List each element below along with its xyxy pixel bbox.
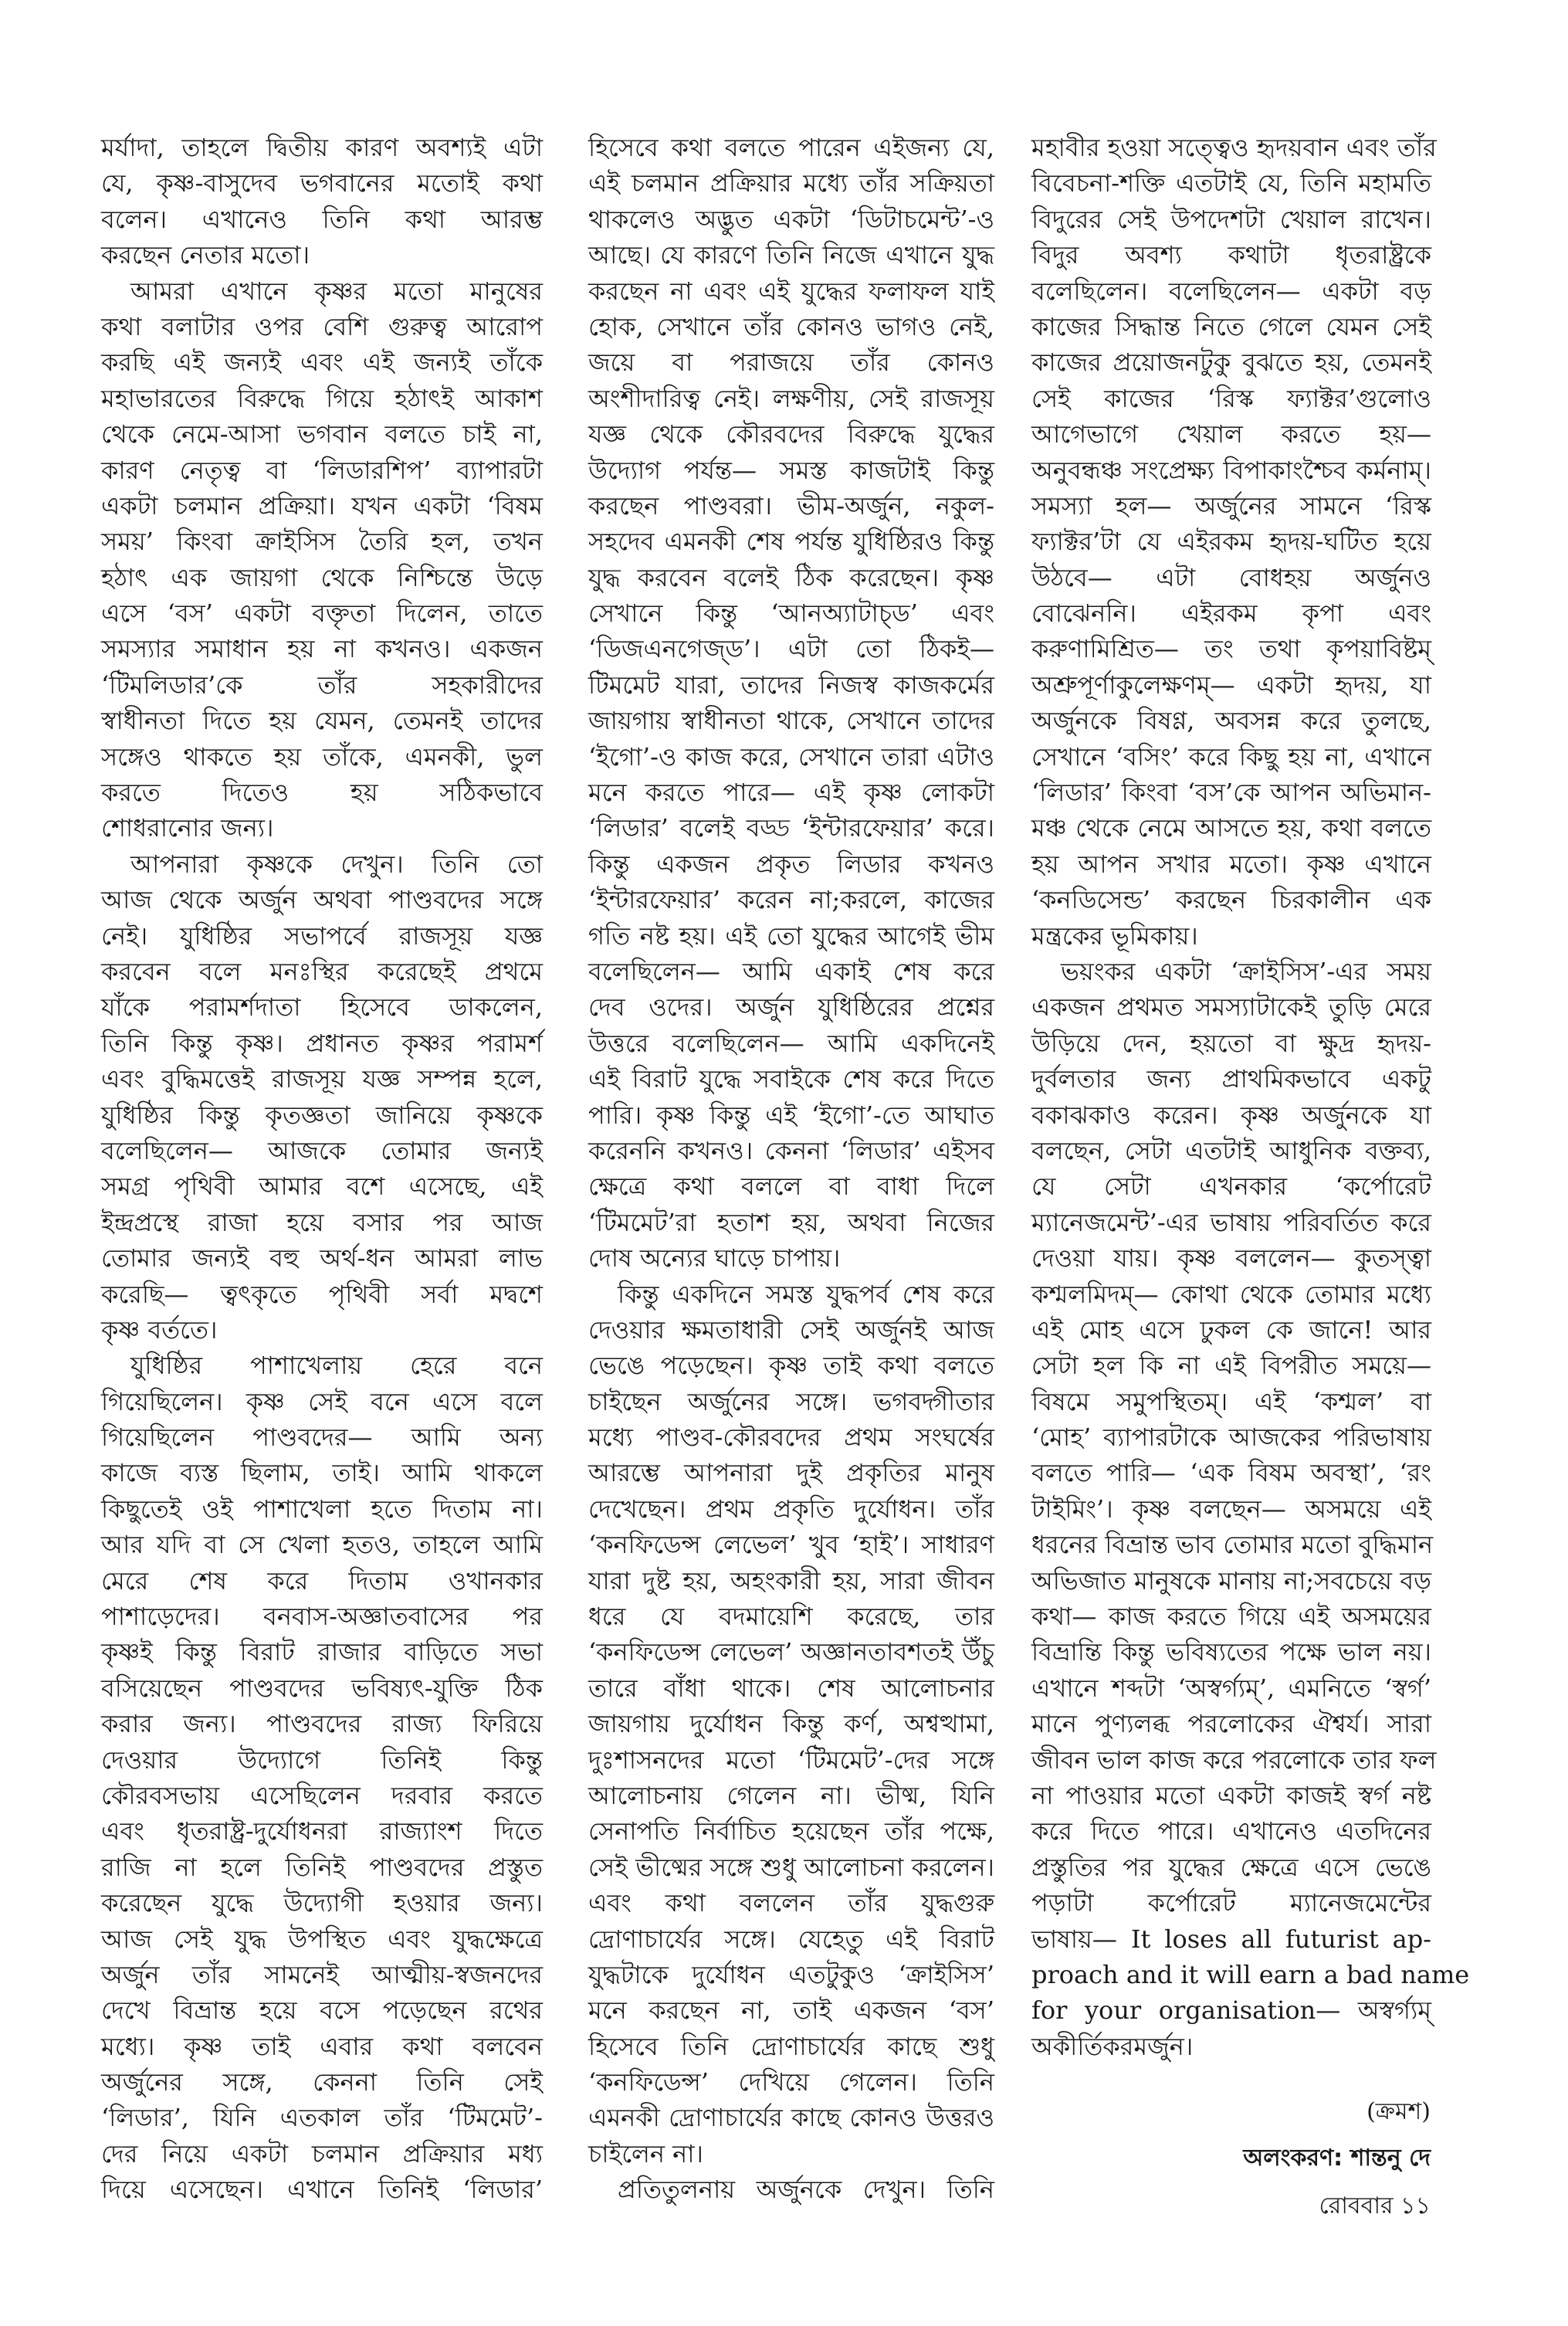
text-line: ‘কনডিসেন্ড’ করছেন চিরকালীন এক	[1031, 885, 1431, 915]
text-line: জীবন ভাল কাজ করে পরলোকে তার ফল	[1031, 1744, 1437, 1775]
text-line: যে, কৃষ্ণ-বাসুদেব ভগবানের মতোই কথা	[101, 168, 543, 198]
text-line: মঞ্চ থেকে নেমে আসতে হয়, কথা বলতে	[1031, 813, 1431, 843]
text-line: কাজের সিদ্ধান্ত নিতে গেলে যেমন সেই	[1031, 311, 1431, 341]
text-line: গিয়েছিলেন। কৃষ্ণ সেই বনে এসে বলে	[101, 1386, 543, 1416]
text-line: দেওয়ার উদ্যোগে তিনিই কিন্তু	[101, 1744, 543, 1775]
text-line: ইন্দ্রপ্রস্থে রাজা হয়ে বসার পর আজ	[101, 1207, 543, 1237]
text-line: যারা দুষ্ট হয়, অহংকারী হয়, সারা জীবন	[588, 1565, 994, 1595]
text-line: উদ্যোগ পর্যন্ত— সমস্ত কাজটাই কিন্তু	[588, 455, 994, 485]
illustration-credit: অলংকরণ: শান্তনু দে	[1243, 2145, 1431, 2172]
text-line: থেকে নেমে-আসা ভগবান বলতে চাই না,	[101, 419, 543, 449]
text-line: সেখানে ‘বসিং’ করে কিছু হয় না, এখানে	[1031, 741, 1431, 771]
text-line: ফ্যাক্টর’টা যে এইরকম হৃদয়-ঘটিত হয়ে	[1031, 527, 1431, 557]
text-line: পারি। কৃষ্ণ কিন্তু এই ‘ইগো’-তে আঘাত	[588, 1100, 994, 1130]
text-line: উড়িয়ে দেন, হয়তো বা ক্ষুদ্র হৃদয়-	[1031, 1028, 1431, 1058]
paragraph	[588, 130, 994, 1277]
text-line: যুধিষ্ঠির পাশাখেলায় হেরে বনে	[130, 1351, 543, 1381]
text-line: চাইলেন না।	[588, 2138, 703, 2168]
text-line: করে দিতে পারে। এখানেও এতদিনের	[1031, 1816, 1431, 1846]
paragraph	[101, 1348, 543, 2207]
text-line: আছে। যে কারণে তিনি নিজে এখানে যুদ্ধ	[588, 240, 994, 270]
article-column-1	[101, 130, 543, 2208]
text-line: যুদ্ধ করবেন বলেই ঠিক করেছেন। কৃষ্ণ	[588, 562, 994, 592]
text-line: বলেছিলেন— আজকে তোমার জন্যই	[101, 1135, 543, 1165]
text-line: সমস্যা হল— অর্জুনের সামনে ‘রিস্ক	[1031, 490, 1431, 520]
text-line: সেটা হল কি না এই বিপরীত সময়ে—	[1031, 1351, 1431, 1381]
text-line: করছেন পাণ্ডবরা। ভীম-অর্জুন, নকুল-	[588, 490, 994, 520]
text-line: কৃষ্ণ বর্ততে।	[101, 1314, 218, 1344]
text-line: সেই ভীষ্মের সঙ্গে শুধু আলোচনা করলেন।	[588, 1852, 994, 1882]
text-line: দোষ অন্যের ঘাড়ে চাপায়।	[588, 1243, 841, 1273]
text-line: মনে করতে পারে— এই কৃষ্ণ লোকটা	[588, 778, 994, 808]
text-line: হোক, সেখানে তাঁর কোনও ভাগও নেই,	[588, 311, 994, 341]
text-line: সেনাপতি নির্বাচিত হয়েছেন তাঁর পক্ষে,	[588, 1816, 994, 1846]
text-line: যে সেটা এখনকার ‘কর্পোরেট	[1031, 1171, 1431, 1202]
text-line: এমনকী দ্রোণাচার্যের কাছে কোনও উত্তরও	[588, 2103, 994, 2133]
text-line: এই বিরাট যুদ্ধে সবাইকে শেষ করে দিতে	[588, 1064, 994, 1094]
text-line: মধ্যে পাণ্ডব-কৌরবদের প্রথম সংঘর্ষের	[588, 1422, 994, 1453]
text-line: সেই কাজের ‘রিস্ক ফ্যাক্টর’গুলোও	[1031, 383, 1431, 413]
text-line: দেওয়ার ক্ষমতাধারী সেই অর্জুনই আজ	[588, 1314, 994, 1344]
text-line: কাজের প্রয়োজনটুকু বুঝতে হয়, তেমনই	[1031, 348, 1431, 378]
text-line: ‘লিডার’ বলেই বড্ড ‘ইন্টারফেয়ার’ করে।	[588, 813, 994, 843]
text-line: এখানে শব্দটা ‘অস্বর্গ্যম্’, এমনিতে ‘স্বর্গ’	[1031, 1673, 1431, 1703]
text-line: ধরনের বিভ্রান্ত ভাব তোমার মতো বুদ্ধিমান	[1031, 1530, 1434, 1560]
text-line: বিবেচনা-শক্তি এতটাই যে, তিনি মহামতি	[1031, 168, 1431, 198]
text-line: proach and it will earn a bad name	[1031, 1959, 1470, 1989]
text-line: কৃষ্ণই কিন্তু বিরাট রাজার বাড়িতে সভা	[101, 1637, 543, 1667]
text-line: প্রস্তুতির পর যুদ্ধের ক্ষেত্রে এসে ভেঙে	[1031, 1852, 1431, 1882]
text-line: দেখে বিভ্রান্ত হয়ে বসে পড়েছেন রথের	[101, 1995, 543, 2026]
text-line: করছি এই জন্যই এবং এই জন্যই তাঁকে	[101, 348, 543, 378]
text-line: ‘ডিজএনগেজ্‌ড’। এটা তো ঠিকই—	[588, 634, 994, 664]
text-line: বসিয়েছেন পাণ্ডবদের ভবিষ্যৎ-যুক্তি ঠিক	[101, 1673, 543, 1703]
paragraph	[1031, 954, 1470, 2064]
text-line: দুর্বলতার জন্য প্রাথমিকভাবে একটু	[1031, 1064, 1431, 1094]
text-line: কিন্তু একদিনে সমস্ত যুদ্ধপর্ব শেষ করে	[618, 1279, 994, 1309]
text-line: সময়’ কিংবা ক্রাইসিস তৈরি হল, তখন	[101, 527, 543, 557]
text-line: আরম্ভে আপনারা দুই প্রকৃতির মানুষ	[588, 1458, 994, 1488]
text-line: দেব ওদের। অর্জুন যুধিষ্ঠিরের প্রশ্নের	[588, 992, 994, 1022]
text-line: বিষমে সমুপস্থিতম্। এই ‘কশ্মল’ বা	[1031, 1386, 1431, 1416]
text-line: মধ্যে। কৃষ্ণ তাই এবার কথা বলবেন	[101, 2031, 543, 2061]
text-line: ভাষায়— It loses all futurist ap-	[1031, 1924, 1431, 1954]
text-line: জায়গায় স্বাধীনতা থাকে, সেখানে তাদের	[588, 706, 994, 736]
text-line: এবং বুদ্ধিমত্তেই রাজসূয় যজ্ঞ সম্পন্ন হলে,	[101, 1064, 543, 1094]
text-line: পাশাড়েদের। বনবাস-অজ্ঞাতবাসের পর	[101, 1602, 543, 1632]
text-line: অশ্রুপূর্ণাকুলেক্ষণম্— একটা হৃদয়, যা	[1031, 670, 1431, 700]
text-line: যাঁকে পরামর্শদাতা হিসেবে ডাকলেন,	[101, 992, 543, 1022]
text-line: হিসেবে কথা বলতে পারেন এইজন্য যে,	[588, 133, 994, 162]
text-line: এবং কথা বললেন তাঁর যুদ্ধগুরু	[588, 1888, 994, 1918]
text-line: আর যদি বা সে খেলা হতও, তাহলে আমি	[101, 1530, 543, 1560]
text-line: ‘মোহ’ ব্যাপারটাকে আজকের পরিভাষায়	[1031, 1422, 1431, 1453]
text-line: অংশীদারিত্ব নেই। লক্ষণীয়, সেই রাজসূয়	[588, 383, 994, 413]
text-line: সহদেব এমনকী শেষ পর্যন্ত যুধিষ্ঠিরও কিন্তু	[588, 527, 994, 557]
text-line: এবং ধৃতরাষ্ট্র-দুর্যোধনরা রাজ্যাংশ দিতে	[101, 1816, 543, 1846]
text-line: বলেন। এখানেও তিনি কথা আরম্ভ	[101, 204, 543, 234]
text-line: আজ থেকে অর্জুন অথবা পাণ্ডবদের সঙ্গে	[101, 885, 543, 915]
text-line: দেখেছেন। প্রথম প্রকৃতি দুর্যোধন। তাঁর	[588, 1494, 994, 1524]
text-line: করতে দিতেও হয় সঠিকভাবে	[101, 778, 543, 808]
text-line: বলেছিলেন। বলেছিলেন— একটা বড়	[1031, 276, 1431, 306]
text-line: সেখানে কিন্তু ‘আনঅ্যাটাচ্‌ড’ এবং	[588, 598, 994, 629]
text-line: রাজি না হলে তিনিই পাণ্ডবদের প্রস্তুত	[101, 1852, 543, 1882]
text-line: ভয়ংকর একটা ‘ক্রাইসিস’-এর সময়	[1061, 956, 1431, 986]
text-line: পড়াটা কর্পোরেট ম্যানেজমেন্টের	[1031, 1888, 1431, 1918]
text-line: করেছেন যুদ্ধে উদ্যোগী হওয়ার জন্য।	[101, 1888, 543, 1918]
text-line: আজ সেই যুদ্ধ উপস্থিত এবং যুদ্ধক্ষেত্রে	[101, 1924, 543, 1954]
text-line: অভিজাত মানুষকে মানায় না;সবচেয়ে বড়	[1031, 1565, 1431, 1595]
text-line: ‘টিমলিডার’কে তাঁর সহকারীদের	[101, 670, 543, 700]
text-line: ধরে যে বদমায়েশি করেছে, তার	[588, 1602, 994, 1632]
text-line: হঠাৎ এক জায়গা থেকে নিশ্চিন্তে উড়ে	[101, 562, 543, 592]
text-line: ম্যানেজমেন্ট’-এর ভাষায় পরিবর্তিত করে	[1031, 1207, 1431, 1237]
text-line: উত্তরে বলেছিলেন— আমি একদিনেই	[588, 1028, 994, 1058]
text-line: for your organisation— অস্বর্গ্যম্	[1031, 1995, 1431, 2026]
text-line: কৌরবসভায় এসেছিলেন দরবার করতে	[101, 1780, 543, 1810]
text-line: চাইছেন অর্জুনের সঙ্গে। ভগবদ্গীতার	[588, 1386, 994, 1416]
text-line: ক্ষেত্রে কথা বললে বা বাধা দিলে	[588, 1171, 994, 1202]
page-folio: রোববার ১১	[1319, 2192, 1431, 2219]
text-line: বলেছিলেন— আমি একাই শেষ করে	[588, 956, 994, 986]
text-line: অনুবন্ধঞ্চ সংপ্রেক্ষ্য বিপাকাংশ্চৈব কর্মনাম্।	[1031, 455, 1431, 485]
text-line: কথা— কাজ করতে গিয়ে এই অসময়ের	[1031, 1602, 1431, 1632]
text-line: মন্ত্রকের ভূমিকায়।	[1031, 921, 1198, 951]
text-line: আগেভাগে খেয়াল করতে হয়—	[1031, 419, 1431, 449]
text-line: করছেন না এবং এই যুদ্ধের ফলাফল যাই	[588, 276, 994, 306]
text-line: দেওয়া যায়। কৃষ্ণ বললেন— কুতস্ত্বা	[1031, 1243, 1431, 1273]
text-line: করবেন বলে মনঃস্থির করেছেই প্রথমে	[101, 956, 543, 986]
text-line: বোঝেননি। এইরকম কৃপা এবং	[1031, 598, 1431, 629]
text-line: করছেন নেতার মতো।	[101, 240, 310, 270]
text-line: আলোচনায় গেলেন না। ভীষ্ম, যিনি	[588, 1780, 994, 1810]
text-line: অকীর্তিকরমর্জুন।	[1031, 2031, 1194, 2061]
text-line: দ্রোণাচার্যের সঙ্গে। যেহেতু এই বিরাট	[588, 1924, 994, 1954]
text-line: এসে ‘বস’ একটা বক্তৃতা দিলেন, তাতে	[101, 598, 543, 629]
text-line: ‘লিডার’, যিনি এতকাল তাঁর ‘টিমমেট’-	[101, 2103, 543, 2133]
text-line: মহাভারতের বিরুদ্ধে গিয়ে হঠাৎই আকাশ	[101, 383, 543, 413]
text-line: কারণ নেতৃত্ব বা ‘লিডারশিপ’ ব্যাপারটা	[101, 455, 543, 485]
text-line: হয় আপন সখার মতো। কৃষ্ণ এখানে	[1031, 849, 1431, 879]
text-line: অর্জুন তাঁর সামনেই আত্মীয়-স্বজনদের	[101, 1959, 543, 1989]
text-line: তারে বাঁধা থাকে। শেষ আলোচনার	[588, 1673, 994, 1703]
text-line: না পাওয়ার মতো একটা কাজই স্বর্গ নষ্ট	[1031, 1780, 1431, 1810]
text-line: দুঃশাসনদের মতো ‘টিমমেট’-দের সঙ্গে	[588, 1744, 994, 1775]
text-line: বিভ্রান্তি কিন্তু ভবিষ্যতের পক্ষে ভাল নয়।	[1031, 1637, 1431, 1667]
text-line: টিমমেট যারা, তাদের নিজস্ব কাজকর্মের	[588, 670, 994, 700]
text-line: বলতে পারি— ‘এক বিষম অবস্থা’, ‘রং	[1031, 1458, 1431, 1488]
text-line: কশ্মলমিদম্— কোথা থেকে তোমার মধ্যে	[1031, 1279, 1431, 1309]
text-line: কিন্তু একজন প্রকৃত লিডার কখনও	[588, 849, 994, 879]
text-line: গিয়েছিলেন পাণ্ডবদের— আমি অন্য	[101, 1422, 543, 1453]
text-line: দিয়ে এসেছেন। এখানে তিনিই ‘লিডার’	[101, 2175, 543, 2205]
text-line: ‘লিডার’ কিংবা ‘বস’কে আপন অভিমান-	[1031, 778, 1431, 808]
paragraph	[588, 1277, 994, 2172]
text-line: হিসেবে তিনি দ্রোণাচার্যের কাছে শুধু	[588, 2031, 994, 2061]
text-line: করেছি— ত্বৎকৃতে পৃথিবী সর্বা মদ্বশে	[101, 1279, 543, 1309]
text-line: বকাঝকাও করেন। কৃষ্ণ অর্জুনকে যা	[1031, 1100, 1431, 1130]
text-line: আমরা এখানে কৃষ্ণর মতো মানুষের	[130, 276, 543, 306]
text-line: অর্জুনকে বিষণ্ণ, অবসন্ন করে তুলছে,	[1031, 706, 1431, 736]
paragraph	[101, 130, 543, 273]
article-column-2	[588, 130, 994, 2208]
text-line: দের নিয়ে একটা চলমান প্রক্রিয়ার মধ্য	[101, 2138, 543, 2168]
continued-note: (ক্রমশ)	[1366, 2098, 1431, 2125]
text-line: মনে করছেন না, তাই একজন ‘বস’	[588, 1995, 994, 2026]
text-line: তোমার জন্যই বহু অর্থ-ধন আমরা লাভ	[101, 1243, 543, 1273]
text-line: উঠবে— এটা বোধহয় অর্জুনও	[1031, 562, 1431, 592]
text-line: বিদুরের সেই উপদেশটা খেয়াল রাখেন।	[1031, 204, 1431, 234]
text-line: প্রতিতুলনায় অর্জুনকে দেখুন। তিনি	[618, 2175, 994, 2205]
text-line: মর্যাদা, তাহলে দ্বিতীয় কারণ অবশ্যই এটা	[101, 133, 543, 162]
paragraph	[588, 2172, 994, 2207]
paragraph	[101, 273, 543, 846]
text-line: ‘টিমমেট’রা হতাশ হয়, অথবা নিজের	[588, 1207, 994, 1237]
text-line: ‘কনফিডেন্স’ দেখিয়ে গেলেন। তিনি	[588, 2067, 994, 2097]
text-line: ‘কনফিডেন্স লেভেল’ অজ্ঞানতাবশতই উঁচু	[588, 1637, 994, 1667]
paragraph	[101, 846, 543, 1348]
text-line: অর্জুনের সঙ্গে, কেননা তিনি সেই	[101, 2067, 543, 2097]
text-line: এই চলমান প্রক্রিয়ার মধ্যে তাঁর সক্রিয়তা	[588, 168, 994, 198]
text-line: কথা বলাটার ওপর বেশি গুরুত্ব আরোপ	[101, 311, 543, 341]
text-line: এই মোহ এসে ঢুকল কে জানে! আর	[1031, 1314, 1431, 1344]
text-line: শোধরানোর জন্য।	[101, 813, 274, 843]
text-line: ভেঙে পড়েছেন। কৃষ্ণ তাই কথা বলতে	[588, 1351, 994, 1381]
text-line: গতি নষ্ট হয়। এই তো যুদ্ধের আগেই ভীম	[588, 921, 994, 951]
text-line: কাজে ব্যস্ত ছিলাম, তাই। আমি থাকলে	[101, 1458, 543, 1488]
text-line: টাইমিং’। কৃষ্ণ বলছেন— অসময়ে এই	[1031, 1494, 1431, 1524]
text-line: করার জন্য। পাণ্ডবদের রাজ্য ফিরিয়ে	[101, 1709, 543, 1739]
text-line: মহাবীর হওয়া সত্ত্বেও হৃদয়বান এবং তাঁর	[1031, 133, 1437, 162]
text-line: নেই। যুধিষ্ঠির সভাপর্বে রাজসূয় যজ্ঞ	[101, 921, 543, 951]
text-line: সঙ্গেও থাকতে হয় তাঁকে, এমনকী, ভুল	[101, 741, 543, 771]
text-line: করুণামিশ্রিত— তং তথা কৃপয়াবিষ্টম্	[1031, 634, 1431, 664]
text-line: করেননি কখনও। কেননা ‘লিডার’ এইসব	[588, 1135, 994, 1165]
text-line: যজ্ঞ থেকে কৌরবদের বিরুদ্ধে যুদ্ধের	[588, 419, 994, 449]
text-line: একটা চলমান প্রক্রিয়া। যখন একটা ‘বিষম	[101, 490, 543, 520]
text-line: কিছুতেই ওই পাশাখেলা হতে দিতাম না।	[101, 1494, 543, 1524]
text-line: ‘কনফিডেন্স লেভেল’ খুব ‘হাই’। সাধারণ	[588, 1530, 994, 1560]
text-line: স্বাধীনতা দিতে হয় যেমন, তেমনই তাদের	[101, 706, 543, 736]
text-line: যুদ্ধটাকে দুর্যোধন এতটুকুও ‘ক্রাইসিস’	[588, 1959, 994, 1989]
text-line: থাকলেও অদ্ভুত একটা ‘ডিটাচমেন্ট’-ও	[588, 204, 994, 234]
text-line: মেরে শেষ করে দিতাম ওখানকার	[101, 1565, 543, 1595]
text-line: সমস্যার সমাধান হয় না কখনও। একজন	[101, 634, 543, 664]
text-line: মানে পুণ্যলব্ধ পরলোকের ঐশ্বর্য। সারা	[1031, 1709, 1431, 1739]
text-line: বিদুর অবশ্য কথাটা ধৃতরাষ্ট্রকে	[1031, 240, 1431, 270]
text-line: বলছেন, সেটা এতটাই আধুনিক বক্তব্য,	[1031, 1135, 1431, 1165]
text-line: জয়ে বা পরাজয়ে তাঁর কোনও	[588, 348, 994, 378]
text-line: জায়গায় দুর্যোধন কিন্তু কর্ণ, অশ্বত্থামা,	[588, 1709, 994, 1739]
text-line: তিনি কিন্তু কৃষ্ণ। প্রধানত কৃষ্ণর পরামর্শ	[101, 1028, 543, 1058]
text-line: যুধিষ্ঠির কিন্তু কৃতজ্ঞতা জানিয়ে কৃষ্ণকে	[101, 1100, 543, 1130]
text-line: একজন প্রথমত সমস্যাটাকেই তুড়ি মেরে	[1031, 992, 1431, 1022]
paragraph	[1031, 130, 1437, 954]
text-line: আপনারা কৃষ্ণকে দেখুন। তিনি তো	[130, 849, 543, 879]
text-line: ‘ইন্টারফেয়ার’ করেন না;করলে, কাজের	[588, 885, 994, 915]
text-line: ‘ইগো’-ও কাজ করে, সেখানে তারা এটাও	[588, 741, 994, 771]
text-line: সমগ্র পৃথিবী আমার বশে এসেছে, এই	[101, 1171, 543, 1202]
article-column-3	[1031, 130, 1470, 2064]
